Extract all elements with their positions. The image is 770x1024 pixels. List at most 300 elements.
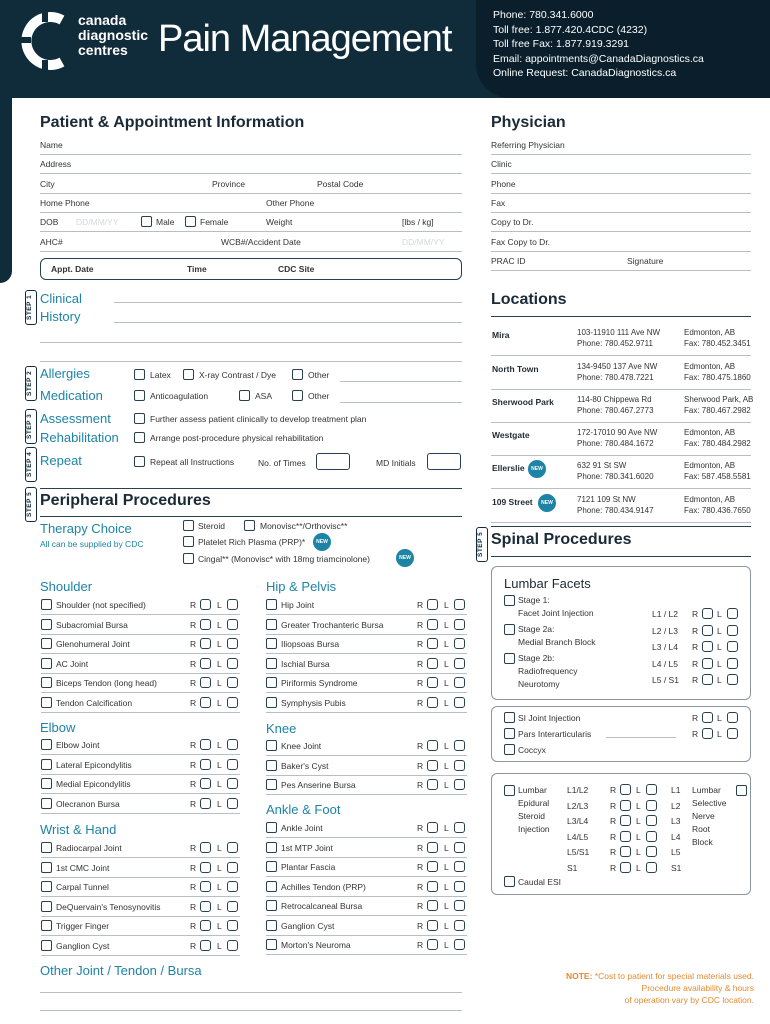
facet-l-checkbox[interactable] [727,625,738,636]
location-name: Westgate [492,430,530,440]
knee-l-checkbox[interactable] [454,760,465,771]
elbow-r-checkbox[interactable] [200,739,211,750]
epidural-r-checkbox[interactable] [620,815,631,826]
ankle-r-checkbox[interactable] [427,939,438,950]
shoulder-l-label: L [217,697,222,708]
latex-checkbox[interactable] [134,369,145,380]
procedure-divider [266,692,467,693]
shoulder-checkbox[interactable] [41,677,52,688]
wrist-checkbox[interactable] [41,901,52,912]
hip-checkbox[interactable] [266,619,277,630]
fax-copy-field[interactable] [491,251,751,252]
hip-l-checkbox[interactable] [454,658,465,669]
location-address: 114-80 Chippewa Rd Phone: 780.467.2773 [577,395,654,415]
wrist-label: Trigger Finger [56,921,110,931]
wrist-r-checkbox[interactable] [200,862,211,873]
hip-l-label: L [444,697,449,708]
shoulder-l-checkbox[interactable] [227,619,238,630]
spinal-top-rule [491,526,751,527]
hip-r-label: R [417,639,424,649]
epidural-r-checkbox[interactable] [620,831,631,842]
epidural-l-checkbox[interactable] [646,815,657,826]
wrist-label: Carpal Tunnel [56,882,109,892]
procedure-divider [41,935,240,936]
hip-l-label: L [444,658,449,669]
hip-checkbox[interactable] [266,638,277,649]
physician-fax-field[interactable] [491,212,751,213]
elbow-r-checkbox[interactable] [200,798,211,809]
female-checkbox[interactable] [185,216,196,227]
signature-field[interactable] [491,270,751,271]
physician-phone-field[interactable] [491,193,751,194]
allergy-other-field[interactable] [340,381,462,382]
knee-r-checkbox[interactable] [427,740,438,751]
elbow-l-label: L [217,798,222,809]
elbow-l-checkbox[interactable] [227,778,238,789]
location-city-fax: Edmonton, AB Fax: 780.484.2982 [684,428,751,448]
cingal-new-badge: NEW [396,549,414,567]
procedure-divider [266,614,467,615]
pars-label: Pars Interarticularis [518,729,592,739]
hip-l-checkbox[interactable] [454,619,465,630]
history-line-4[interactable] [40,361,462,362]
prac-id-label: PRAC ID [491,256,526,266]
ankle-r-checkbox[interactable] [427,861,438,872]
location-new-badge: NEW [538,494,556,512]
location-address: 103-11910 111 Ave NW Phone: 780.452.9711 [577,328,661,348]
hip-r-checkbox[interactable] [427,619,438,630]
locations-divider [491,316,751,317]
snrb-checkbox[interactable] [736,785,747,796]
procedure-divider [266,653,467,654]
referring-physician-field[interactable] [491,154,751,155]
ankle-l-checkbox[interactable] [454,822,465,833]
hip-checkbox[interactable] [266,599,277,610]
knee-checkbox[interactable] [266,760,277,771]
procedure-divider [266,673,467,674]
ankle-checkbox[interactable] [266,861,277,872]
history-line-3[interactable] [40,342,462,343]
step-5-peripheral-tag: STEP 5 [25,487,37,522]
spinal-title: Spinal Procedures [491,531,632,548]
ankle-label: Achilles Tendon (PRP) [281,881,366,892]
name-label: Name [40,140,63,150]
patient-section-title: Patient & Appointment Information [40,114,305,131]
facet-l-label: L [717,658,722,669]
stage2b-checkbox[interactable] [504,653,515,664]
hip-l-checkbox[interactable] [454,638,465,649]
ankle-r-label: R [417,842,424,853]
shoulder-r-label: R [190,678,197,688]
ankle-l-checkbox[interactable] [454,861,465,872]
shoulder-r-checkbox[interactable] [200,619,211,630]
appointment-box[interactable] [40,258,462,280]
wrist-r-checkbox[interactable] [200,881,211,892]
shoulder-r-checkbox[interactable] [200,599,211,610]
ankle-label: Retrocalcaneal Bursa [281,901,363,911]
ankle-label: Ganglion Cyst [281,920,335,931]
epidural-l-checkbox[interactable] [646,862,657,873]
hip-r-checkbox[interactable] [427,677,438,688]
asa-checkbox[interactable] [239,390,250,401]
ankle-checkbox[interactable] [266,822,277,833]
wrist-checkbox[interactable] [41,862,52,873]
facet-level-label: L4 / L5 [652,658,678,669]
spinal-bottom-rule [491,556,751,557]
wrist-r-checkbox[interactable] [200,920,211,931]
knee-r-label: R [417,760,424,771]
hip-r-checkbox[interactable] [427,638,438,649]
other-joint-line-2[interactable] [40,1010,462,1011]
shoulder-l-checkbox[interactable] [227,638,238,649]
shoulder-checkbox[interactable] [41,658,52,669]
rehab-option: Arrange post-procedure physical rehabilitation [150,433,324,443]
facet-l-checkbox[interactable] [727,674,738,685]
knee-checkbox[interactable] [266,740,277,751]
wrist-r-label: R [190,940,197,951]
hip-r-checkbox[interactable] [427,599,438,610]
history-line-1[interactable] [114,302,462,303]
ankle-checkbox[interactable] [266,900,277,911]
city-field[interactable] [40,193,462,194]
facet-level-label: L2 / L3 [652,625,678,636]
location-divider [491,522,751,523]
elbow-r-checkbox[interactable] [200,778,211,789]
dob-field[interactable]: DD/MM/YY [76,217,119,227]
si-l-checkbox[interactable] [727,712,738,723]
facet-r-checkbox[interactable] [702,608,713,619]
facet-l-checkbox[interactable] [727,641,738,652]
referring-physician-label: Referring Physician [491,140,565,150]
epidural-l-checkbox[interactable] [646,800,657,811]
history-line-2[interactable] [114,322,462,323]
dob-line[interactable] [40,231,462,232]
cingal-label: Cingal** (Monovisc* with 18mg triamcinolone) [198,554,370,564]
shoulder-r-checkbox[interactable] [200,697,211,708]
epidural-r-label: R [610,800,617,811]
hip-r-checkbox[interactable] [427,697,438,708]
elbow-title: Elbow [40,720,76,735]
wrist-checkbox[interactable] [41,881,52,892]
procedure-divider [266,857,467,858]
procedure-divider [41,712,240,713]
ankle-checkbox[interactable] [266,939,277,950]
shoulder-l-checkbox[interactable] [227,697,238,708]
ankle-checkbox[interactable] [266,881,277,892]
therapy-sub-label: All can be supplied by CDC [40,539,144,549]
location-divider [491,389,751,390]
wrist-l-label: L [217,843,222,853]
ankle-r-label: R [417,901,424,911]
shoulder-l-label: L [217,658,222,669]
procedure-divider [41,754,240,755]
si-r-label: R [692,713,699,723]
copy-to-field[interactable] [491,231,751,232]
facet-r-checkbox[interactable] [702,674,713,685]
epidural-l-label: L [636,847,641,857]
peripheral-top-rule [40,488,462,489]
stage2a-checkbox[interactable] [504,624,515,635]
elbow-checkbox[interactable] [41,798,52,809]
elbow-l-checkbox[interactable] [227,759,238,770]
location-new-badge: NEW [528,460,546,478]
si-r-checkbox[interactable] [702,712,713,723]
epidural-l-checkbox[interactable] [646,784,657,795]
wrist-checkbox[interactable] [41,920,52,931]
caudal-checkbox[interactable] [504,876,515,887]
epidural-r-label: R [610,862,617,873]
hip-checkbox[interactable] [266,677,277,688]
shoulder-l-checkbox[interactable] [227,599,238,610]
epidural-r-label: R [610,785,617,795]
peripheral-bottom-rule [40,516,462,517]
medication-other-checkbox[interactable] [292,390,303,401]
pars-l-checkbox[interactable] [727,728,738,739]
weight-label: Weight [266,217,293,227]
facet-r-checkbox[interactable] [702,625,713,636]
knee-r-label: R [417,741,424,751]
snrb-level-label: L5 [671,847,681,857]
elbow-checkbox[interactable] [41,778,52,789]
shoulder-l-label: L [217,600,222,610]
epidural-r-checkbox[interactable] [620,862,631,873]
ankle-checkbox[interactable] [266,842,277,853]
hip-l-label: L [444,600,449,610]
hip-l-checkbox[interactable] [454,697,465,708]
procedure-divider [266,935,467,936]
elbow-label: Medial Epicondylitis [56,779,131,789]
lumbar-facets-label: Lumbar Facets [504,576,591,591]
location-city-fax: Sherwood Park, AB Fax: 780.467.2982 [684,395,754,415]
wrist-l-checkbox[interactable] [227,920,238,931]
hip-l-label: L [444,639,449,649]
ankle-r-label: R [417,920,424,931]
elbow-l-label: L [217,740,222,750]
ankle-checkbox[interactable] [266,920,277,931]
rehabilitation-label: Rehabilitation [40,430,119,445]
elbow-r-label: R [190,759,197,770]
repeat-label: Repeat [40,453,82,468]
clinic-label: Clinic [491,159,512,169]
ankle-l-checkbox[interactable] [454,900,465,911]
ankle-label: Ankle Joint [281,823,323,833]
ankle-r-checkbox[interactable] [427,822,438,833]
epidural-r-checkbox[interactable] [620,784,631,795]
shoulder-checkbox[interactable] [41,619,52,630]
epidural-l-checkbox[interactable] [646,846,657,857]
shoulder-r-checkbox[interactable] [200,677,211,688]
hip-checkbox[interactable] [266,697,277,708]
step-4-tag: STEP 4 [25,447,37,482]
knee-checkbox[interactable] [266,779,277,790]
facet-level-label: L5 / S1 [652,675,679,685]
hip-r-checkbox[interactable] [427,658,438,669]
knee-label: Knee Joint [281,741,322,751]
md-initials-field[interactable] [427,453,461,470]
epidural-l-label: L [636,800,641,811]
wrist-title: Wrist & Hand [40,822,117,837]
caudal-label: Caudal ESI [518,877,561,887]
knee-title: Knee [266,721,297,736]
elbow-checkbox[interactable] [41,739,52,750]
cdc-logo-icon [18,10,74,72]
facet-l-label: L [717,675,722,685]
wrist-checkbox[interactable] [41,842,52,853]
wrist-l-label: L [217,882,222,892]
shoulder-r-checkbox[interactable] [200,638,211,649]
hip-r-label: R [417,678,424,688]
facet-l-checkbox[interactable] [727,608,738,619]
medication-other-field[interactable] [340,402,462,403]
stage2a-label: Stage 2a: Medial Branch Block [518,624,596,647]
anticoag-checkbox[interactable] [134,390,145,401]
procedure-divider [41,857,240,858]
location-name: 109 Street [492,497,533,507]
knee-l-checkbox[interactable] [454,740,465,751]
times-field[interactable] [316,453,350,470]
address-field[interactable] [40,173,462,174]
ankle-l-label: L [444,901,449,911]
address-label: Address [40,159,72,169]
facet-r-label: R [692,625,699,636]
shoulder-checkbox[interactable] [41,638,52,649]
procedure-divider [41,813,240,814]
steroid-checkbox[interactable] [183,520,194,531]
facet-level-label: L1 / L2 [652,609,678,619]
clinic-field[interactable] [491,173,751,174]
dob-label: DOB [40,217,59,227]
facet-r-checkbox[interactable] [702,641,713,652]
home-phone-label: Home Phone [40,198,90,208]
ankle-title: Ankle & Foot [266,802,341,817]
snrb-label: Lumbar Selective Nerve Root Block [692,785,727,847]
shoulder-checkbox[interactable] [41,697,52,708]
therapy-choice-label: Therapy Choice [40,521,132,536]
elbow-l-checkbox[interactable] [227,739,238,750]
epidural-level-label: L5/S1 [567,847,590,857]
hip-r-label: R [417,658,424,669]
facet-l-label: L [717,625,722,636]
medication-label: Medication [40,388,103,403]
location-divider [491,488,751,489]
phone-field[interactable] [40,212,462,213]
facet-r-checkbox[interactable] [702,658,713,669]
coccyx-checkbox[interactable] [504,744,515,755]
other-phone-label: Other Phone [266,198,315,208]
location-name: Mira [492,330,510,340]
ankle-l-label: L [444,842,449,853]
ankle-r-checkbox[interactable] [427,842,438,853]
epidural-l-checkbox[interactable] [646,831,657,842]
ankle-l-checkbox[interactable] [454,939,465,950]
ankle-r-checkbox[interactable] [427,881,438,892]
wrist-checkbox[interactable] [41,940,52,951]
epidural-r-checkbox[interactable] [620,846,631,857]
times-label: No. of Times [258,458,306,468]
pars-field[interactable] [606,737,676,738]
hip-checkbox[interactable] [266,658,277,669]
ankle-r-checkbox[interactable] [427,920,438,931]
knee-r-checkbox[interactable] [427,760,438,771]
wrist-r-checkbox[interactable] [200,940,211,951]
wrist-label: Ganglion Cyst [56,940,110,951]
si-joint-label: SI Joint Injection [518,713,581,723]
prp-checkbox[interactable] [183,536,194,547]
shoulder-l-checkbox[interactable] [227,658,238,669]
step-5-spinal-tag: STEP 5 [476,527,488,562]
other-joint-line-1[interactable] [40,992,462,993]
elbow-r-label: R [190,798,197,809]
cingal-checkbox[interactable] [183,553,194,564]
stage2b-label: Stage 2b: Radiofrequency Neurotomy [518,653,578,689]
monovisc-checkbox[interactable] [244,520,255,531]
wrist-l-checkbox[interactable] [227,901,238,912]
male-checkbox[interactable] [141,216,152,227]
elbow-checkbox[interactable] [41,759,52,770]
snrb-level-label: L4 [671,831,681,842]
epidural-r-checkbox[interactable] [620,800,631,811]
wcb-date-field[interactable]: DD/MM/YY [402,237,445,247]
ankle-r-checkbox[interactable] [427,900,438,911]
ankle-l-label: L [444,823,449,833]
xray-checkbox[interactable] [183,369,194,380]
hip-l-checkbox[interactable] [454,677,465,688]
facet-l-checkbox[interactable] [727,658,738,669]
ankle-l-checkbox[interactable] [454,842,465,853]
wrist-l-checkbox[interactable] [227,862,238,873]
hip-r-label: R [417,619,424,630]
ankle-l-checkbox[interactable] [454,920,465,931]
wrist-l-label: L [217,921,222,931]
procedure-divider [41,673,240,674]
knee-label: Pes Anserine Bursa [281,780,356,790]
epidural-checkbox[interactable] [504,785,515,796]
wrist-r-checkbox[interactable] [200,901,211,912]
epidural-l-label: L [636,862,641,873]
allergy-other-checkbox[interactable] [292,369,303,380]
note-text: NOTE: *Cost to patient for special materials used. Procedure availability & hours of operation vary by CDC location. [565,971,754,1005]
elbow-r-checkbox[interactable] [200,759,211,770]
knee-r-checkbox[interactable] [427,779,438,790]
pars-checkbox[interactable] [504,728,515,739]
step-2-tag: STEP 2 [25,366,37,401]
wrist-r-checkbox[interactable] [200,842,211,853]
name-field[interactable] [40,154,462,155]
repeat-checkbox[interactable] [134,456,145,467]
ankle-l-checkbox[interactable] [454,881,465,892]
wrist-l-checkbox[interactable] [227,842,238,853]
assessment-checkbox[interactable] [134,413,145,424]
elbow-l-checkbox[interactable] [227,798,238,809]
ahc-line[interactable] [40,251,462,252]
shoulder-l-checkbox[interactable] [227,677,238,688]
pars-r-checkbox[interactable] [702,728,713,739]
wrist-l-checkbox[interactable] [227,881,238,892]
male-label: Male [156,217,175,227]
stage1-checkbox[interactable] [504,595,515,606]
rehab-checkbox[interactable] [134,432,145,443]
hip-l-checkbox[interactable] [454,599,465,610]
wrist-l-checkbox[interactable] [227,940,238,951]
shoulder-checkbox[interactable] [41,599,52,610]
location-city-fax: Edmonton, AB Fax: 587.458.5581 [684,461,751,481]
si-joint-checkbox[interactable] [504,712,515,723]
shoulder-r-checkbox[interactable] [200,658,211,669]
clinical-label: Clinical [40,291,82,306]
coccyx-label: Coccyx [518,745,546,755]
knee-l-checkbox[interactable] [454,779,465,790]
location-name: Sherwood Park [492,397,554,407]
